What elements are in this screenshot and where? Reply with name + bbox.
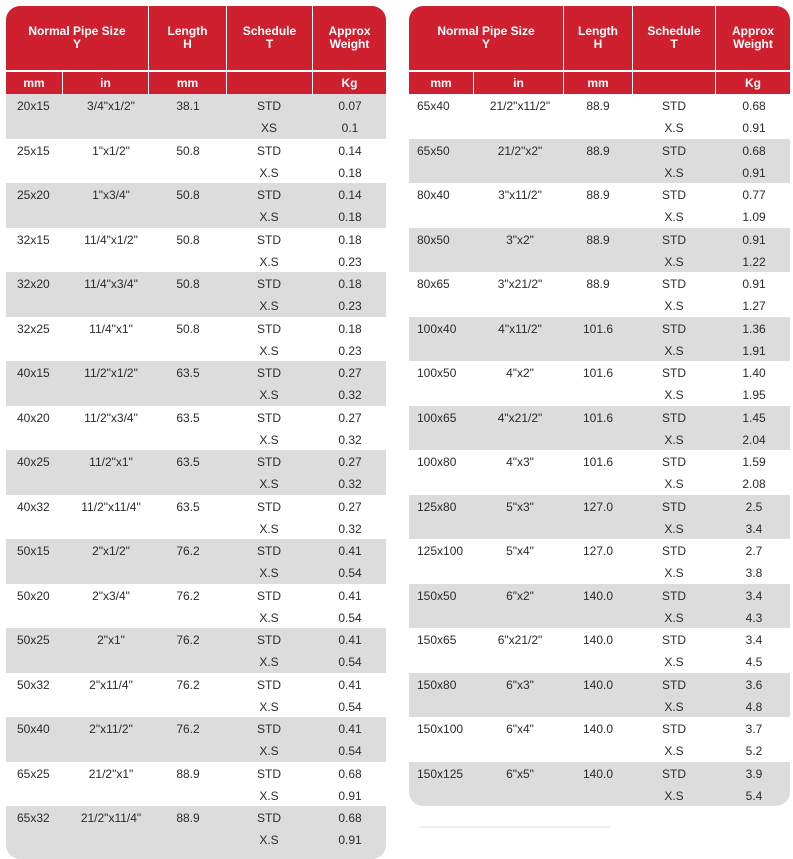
cell-weight: 0.91 <box>742 121 766 135</box>
cell-schedule: STD <box>662 99 686 113</box>
cell-in: 2"x3/4" <box>92 588 130 603</box>
cell-weight: 0.54 <box>338 744 362 758</box>
cell-weight: 0.54 <box>338 699 362 714</box>
cell-weight: 0.23 <box>338 299 362 313</box>
cell-weight: 0.91 <box>338 788 362 803</box>
table-header <box>6 6 386 70</box>
unit-in: in <box>63 72 149 94</box>
table-row <box>6 450 386 495</box>
table-row <box>409 317 790 362</box>
cell-schedule: STD <box>662 232 686 247</box>
cell-weight: 0.32 <box>338 521 362 536</box>
cell-weight: 4.5 <box>745 655 763 669</box>
cell-weight: 5.2 <box>745 744 763 758</box>
divider <box>420 826 610 828</box>
header-pipe-size: Normal Pipe Size Y <box>6 6 149 70</box>
table-row <box>409 539 790 584</box>
cell-weight: 5.4 <box>745 788 763 803</box>
cell-in: 3/4"x1/2" <box>87 99 135 113</box>
cell-weight: 0.41 <box>338 588 362 603</box>
cell-schedule: X.S <box>259 343 279 358</box>
header-length: Length H <box>149 6 227 70</box>
cell-in: 3"x2" <box>506 232 534 247</box>
cell-in: 11/4"x1" <box>89 321 133 336</box>
cell-weight: 0.54 <box>338 610 362 625</box>
cell-in: 4"x3" <box>506 455 534 469</box>
cell-weight: 0.18 <box>338 321 362 336</box>
cell-schedule: STD <box>662 366 686 380</box>
cell-length: 140.0 <box>582 677 614 692</box>
cell-mm: 80x40 <box>417 188 450 202</box>
cell-length: 63.5 <box>176 499 200 514</box>
cell-schedule: STD <box>662 722 686 736</box>
cell-mm: 50x25 <box>17 633 50 647</box>
cell-length: 127.0 <box>582 499 614 514</box>
header-schedule: Schedule T <box>227 6 313 70</box>
cell-schedule: X.S <box>259 388 279 402</box>
table-row <box>6 183 386 228</box>
cell-schedule: X.S <box>259 254 279 269</box>
table-row <box>6 495 386 540</box>
cell-length: 140.0 <box>582 766 614 781</box>
cell-weight: 0.41 <box>338 722 362 736</box>
cell-weight: 0.54 <box>338 655 362 669</box>
cell-weight: 1.36 <box>742 321 766 336</box>
table-row <box>6 406 386 451</box>
cell-weight: 0.91 <box>742 165 766 180</box>
cell-in: 11/2"x11/4" <box>81 499 141 514</box>
cell-weight: 0.68 <box>742 143 766 158</box>
header-schedule: Schedule T <box>633 6 716 70</box>
cell-schedule: X.S <box>259 610 279 625</box>
cell-in: 6"x21/2" <box>497 633 543 647</box>
table-row <box>6 762 386 807</box>
cell-schedule: X.S <box>259 165 279 180</box>
cell-weight: 1.91 <box>742 343 766 358</box>
cell-in: 5"x4" <box>506 544 534 558</box>
table-row <box>409 495 790 540</box>
cell-in: 21/2"x2" <box>497 143 543 158</box>
cell-in: 2"x1" <box>97 633 125 647</box>
table-row <box>6 361 386 406</box>
unit-weight: Kg <box>745 76 761 90</box>
reducer-table-right <box>409 6 790 806</box>
cell-weight: 0.32 <box>338 477 362 491</box>
cell-schedule: X.S <box>259 744 279 758</box>
cell-schedule: STD <box>257 188 281 202</box>
table-row <box>6 317 386 362</box>
cell-in: 3"x11/2" <box>498 188 542 202</box>
cell-schedule: STD <box>257 588 281 603</box>
cell-in: 21/2"x11/4" <box>80 811 142 825</box>
cell-weight: 0.27 <box>338 455 362 469</box>
cell-mm: 50x32 <box>17 677 50 692</box>
cell-weight: 3.4 <box>745 521 763 536</box>
cell-weight: 0.27 <box>338 499 362 514</box>
cell-length: 88.9 <box>176 811 200 825</box>
table-row <box>6 539 386 584</box>
cell-weight: 1.27 <box>742 299 766 313</box>
cell-mm: 100x80 <box>417 455 457 469</box>
unit-mm: mm <box>409 72 474 94</box>
cell-length: 140.0 <box>582 588 614 603</box>
table-row <box>6 94 386 139</box>
table-row <box>409 361 790 406</box>
cell-schedule: STD <box>662 277 686 291</box>
cell-schedule: X.S <box>259 432 279 447</box>
cell-schedule: STD <box>257 811 281 825</box>
cell-schedule: X.S <box>259 210 279 224</box>
header-length: Length H <box>564 6 633 70</box>
cell-in: 1"x3/4" <box>92 188 130 202</box>
cell-weight: 0.23 <box>338 343 362 358</box>
cell-in: 6"x4" <box>506 722 534 736</box>
cell-schedule: STD <box>257 410 281 425</box>
cell-weight: 0.07 <box>338 99 362 113</box>
cell-length: 76.2 <box>176 677 200 692</box>
cell-mm: 50x15 <box>17 544 50 558</box>
cell-in: 6"x3" <box>506 677 534 692</box>
cell-length: 50.8 <box>176 143 200 158</box>
cell-weight: 1.95 <box>742 388 766 402</box>
cell-length: 63.5 <box>176 366 200 380</box>
cell-in: 21/2"x11/2" <box>489 99 551 113</box>
table-row <box>6 806 386 851</box>
cell-schedule: X.S <box>259 699 279 714</box>
cell-mm: 40x25 <box>17 455 50 469</box>
cell-weight: 0.91 <box>742 277 766 291</box>
cell-weight: 3.7 <box>745 722 763 736</box>
cell-mm: 25x20 <box>17 188 50 202</box>
cell-length: 88.9 <box>586 277 610 291</box>
unit-length: mm <box>564 72 633 94</box>
cell-in: 11/2"x3/4" <box>84 410 138 425</box>
cell-in: 1"x1/2" <box>92 143 130 158</box>
cell-in: 4"x21/2" <box>497 410 543 425</box>
table-row <box>409 673 790 718</box>
cell-mm: 65x50 <box>417 143 450 158</box>
cell-weight: 0.68 <box>338 766 362 781</box>
cell-schedule: X.S <box>664 254 684 269</box>
cell-weight: 4.3 <box>745 610 763 625</box>
cell-weight: 0.23 <box>338 254 362 269</box>
cell-length: 50.8 <box>176 188 200 202</box>
cell-schedule: X.S <box>664 699 684 714</box>
cell-weight: 0.18 <box>338 232 362 247</box>
cell-mm: 80x65 <box>417 277 450 291</box>
cell-schedule: X.S <box>664 477 684 491</box>
cell-mm: 100x50 <box>417 366 457 380</box>
cell-length: 88.9 <box>586 143 610 158</box>
cell-mm: 32x20 <box>17 277 50 291</box>
cell-weight: 1.59 <box>742 455 766 469</box>
cell-in: 6"x5" <box>506 766 534 781</box>
cell-in: 11/2"x1/2" <box>84 366 138 380</box>
cell-schedule: STD <box>662 633 686 647</box>
table-row <box>409 406 790 451</box>
cell-weight: 3.6 <box>745 677 763 692</box>
cell-weight: 0.18 <box>338 165 362 180</box>
cell-schedule: STD <box>662 499 686 514</box>
table-row <box>409 628 790 673</box>
cell-schedule: X.S <box>259 655 279 669</box>
cell-schedule: STD <box>662 677 686 692</box>
unit-schedule <box>227 72 313 94</box>
table-row <box>409 228 790 273</box>
cell-schedule: STD <box>257 232 281 247</box>
cell-in: 11/2"x1" <box>89 455 133 469</box>
cell-length: 101.6 <box>582 366 614 380</box>
cell-schedule: STD <box>257 544 281 558</box>
cell-mm: 150x100 <box>417 722 464 736</box>
cell-in: 2"x11/4" <box>89 677 133 692</box>
cell-in: 5"x3" <box>506 499 534 514</box>
cell-schedule: X.S <box>259 299 279 313</box>
cell-weight: 2.04 <box>742 432 766 447</box>
table-row <box>409 94 790 139</box>
cell-mm: 100x65 <box>417 410 457 425</box>
cell-weight: 1.09 <box>742 210 766 224</box>
cell-weight: 0.91 <box>338 833 362 847</box>
table-row <box>6 717 386 762</box>
cell-mm: 150x125 <box>417 766 464 781</box>
table-row <box>6 673 386 718</box>
cell-mm: 40x20 <box>17 410 50 425</box>
cell-schedule: STD <box>662 588 686 603</box>
cell-schedule: STD <box>257 499 281 514</box>
units-row <box>6 72 386 94</box>
unit-length: mm <box>149 72 227 94</box>
cell-schedule: STD <box>257 143 281 158</box>
cell-mm: 40x15 <box>17 366 50 380</box>
cell-mm: 25x15 <box>17 143 50 158</box>
cell-in: 11/4"x1/2" <box>84 232 138 247</box>
cell-in: 2"x11/2" <box>89 722 133 736</box>
cell-weight: 0.18 <box>338 210 362 224</box>
cell-length: 88.9 <box>586 188 610 202</box>
cell-length: 50.8 <box>176 321 200 336</box>
cell-length: 140.0 <box>582 633 614 647</box>
cell-in: 21/2"x1" <box>88 766 134 781</box>
cell-length: 63.5 <box>176 455 200 469</box>
cell-weight: 3.9 <box>745 766 763 781</box>
cell-schedule: STD <box>257 677 281 692</box>
cell-weight: 3.4 <box>745 633 763 647</box>
table-row <box>409 272 790 317</box>
table-row <box>6 228 386 273</box>
table-row <box>409 717 790 762</box>
cell-schedule: X.S <box>664 655 684 669</box>
cell-length: 88.9 <box>176 766 200 781</box>
cell-length: 50.8 <box>176 277 200 291</box>
cell-schedule: X.S <box>259 521 279 536</box>
cell-mm: 125x100 <box>417 544 464 558</box>
cell-mm: 50x40 <box>17 722 50 736</box>
cell-weight: 0.18 <box>338 277 362 291</box>
cell-schedule: STD <box>257 366 281 380</box>
cell-mm: 150x80 <box>417 677 457 692</box>
cell-schedule: X.S <box>664 788 684 803</box>
cell-mm: 80x50 <box>417 232 450 247</box>
cell-length: 76.2 <box>176 544 200 558</box>
cell-length: 140.0 <box>582 722 614 736</box>
cell-length: 76.2 <box>176 633 200 647</box>
cell-weight: 2.7 <box>745 544 763 558</box>
cell-mm: 32x15 <box>17 232 50 247</box>
cell-in: 2"x1/2" <box>92 544 130 558</box>
cell-weight: 0.14 <box>338 188 362 202</box>
cell-mm: 32x25 <box>17 321 50 336</box>
table-row <box>409 183 790 228</box>
header-weight: Approx Weight <box>732 24 774 51</box>
header-weight: Approx Weight <box>328 24 371 51</box>
cell-weight: 3.4 <box>745 588 763 603</box>
cell-in: 11/4"x3/4" <box>84 277 138 291</box>
cell-mm: 50x20 <box>17 588 50 603</box>
cell-weight: 0.68 <box>742 99 766 113</box>
unit-weight: Kg <box>341 76 358 90</box>
cell-schedule: STD <box>257 321 281 336</box>
cell-schedule: STD <box>662 188 686 202</box>
cell-schedule: X.S <box>664 744 684 758</box>
cell-length: 76.2 <box>176 588 200 603</box>
table-row <box>409 762 790 807</box>
units-row <box>409 72 790 94</box>
cell-schedule: STD <box>662 455 686 469</box>
cell-in: 6"x2" <box>506 588 534 603</box>
cell-weight: 0.54 <box>338 566 362 580</box>
cell-mm: 150x65 <box>417 633 457 647</box>
cell-in: 4"x11/2" <box>498 321 542 336</box>
cell-weight: 0.91 <box>742 232 766 247</box>
cell-weight: 3.8 <box>745 566 763 580</box>
cell-weight: 0.32 <box>338 432 362 447</box>
table-row <box>6 628 386 673</box>
cell-length: 101.6 <box>582 410 614 425</box>
cell-length: 50.8 <box>176 232 200 247</box>
cell-schedule: X.S <box>259 788 279 803</box>
cell-schedule: STD <box>257 455 281 469</box>
cell-weight: 0.68 <box>338 811 362 825</box>
table-row <box>6 584 386 629</box>
cell-schedule: X.S <box>664 566 684 580</box>
cell-in: 4"x2" <box>506 366 534 380</box>
unit-schedule <box>633 72 716 94</box>
cell-weight: 0.27 <box>338 366 362 380</box>
cell-schedule: STD <box>257 722 281 736</box>
table-row <box>6 139 386 184</box>
cell-length: 88.9 <box>586 99 610 113</box>
cell-schedule: STD <box>662 410 686 425</box>
cell-schedule: X.S <box>664 343 684 358</box>
cell-length: 38.1 <box>176 99 200 113</box>
cell-schedule: STD <box>257 99 281 113</box>
cell-mm: 20x15 <box>17 99 50 113</box>
cell-mm: 65x32 <box>17 811 50 825</box>
cell-length: 101.6 <box>582 455 614 469</box>
table-row <box>6 272 386 317</box>
cell-weight: 0.41 <box>338 544 362 558</box>
cell-schedule: STD <box>662 143 686 158</box>
table-body-right <box>409 94 790 806</box>
cell-schedule: STD <box>257 277 281 291</box>
cell-schedule: STD <box>257 766 281 781</box>
cell-weight: 0.14 <box>338 143 362 158</box>
cell-mm: 40x32 <box>17 499 50 514</box>
header-pipe-size: Normal Pipe Size Y <box>409 6 564 70</box>
cell-weight: 0.41 <box>338 677 362 692</box>
cell-schedule: X.S <box>664 165 684 180</box>
cell-weight: 0.27 <box>338 410 362 425</box>
cell-schedule: X.S <box>664 121 684 135</box>
cell-weight: 1.40 <box>742 366 766 380</box>
table-footer-band <box>6 851 386 859</box>
table-row <box>409 450 790 495</box>
cell-schedule: X.S <box>664 610 684 625</box>
cell-mm: 65x25 <box>17 766 50 781</box>
cell-weight: 1.22 <box>742 254 766 269</box>
cell-weight: 0.1 <box>341 121 359 135</box>
reducer-table-left <box>6 6 386 859</box>
cell-schedule: XS <box>260 121 278 135</box>
cell-weight: 2.08 <box>742 477 766 491</box>
cell-weight: 0.32 <box>338 388 362 402</box>
unit-in: in <box>474 72 564 94</box>
cell-schedule: X.S <box>664 299 684 313</box>
cell-length: 88.9 <box>586 232 610 247</box>
cell-schedule: X.S <box>259 566 279 580</box>
cell-mm: 65x40 <box>417 99 450 113</box>
cell-weight: 2.5 <box>745 499 763 514</box>
cell-mm: 125x80 <box>417 499 457 514</box>
cell-weight: 1.45 <box>742 410 766 425</box>
table-header <box>409 6 790 70</box>
cell-weight: 4.8 <box>745 699 763 714</box>
cell-mm: 150x50 <box>417 588 457 603</box>
cell-schedule: X.S <box>259 477 279 491</box>
table-row <box>409 584 790 629</box>
table-row <box>409 139 790 184</box>
cell-schedule: STD <box>662 766 686 781</box>
cell-schedule: X.S <box>664 388 684 402</box>
cell-schedule: X.S <box>664 432 684 447</box>
unit-mm: mm <box>6 72 63 94</box>
cell-weight: 0.41 <box>338 633 362 647</box>
cell-weight: 0.77 <box>742 188 766 202</box>
cell-schedule: STD <box>257 633 281 647</box>
cell-in: 3"x21/2" <box>497 277 543 291</box>
cell-length: 76.2 <box>176 722 200 736</box>
cell-schedule: X.S <box>664 521 684 536</box>
cell-length: 127.0 <box>582 544 614 558</box>
cell-schedule: STD <box>662 544 686 558</box>
cell-schedule: X.S <box>664 210 684 224</box>
cell-length: 63.5 <box>176 410 200 425</box>
cell-length: 101.6 <box>582 321 614 336</box>
cell-schedule: X.S <box>259 833 279 847</box>
table-body-left <box>6 94 386 851</box>
cell-mm: 100x40 <box>417 321 457 336</box>
cell-schedule: STD <box>662 321 686 336</box>
